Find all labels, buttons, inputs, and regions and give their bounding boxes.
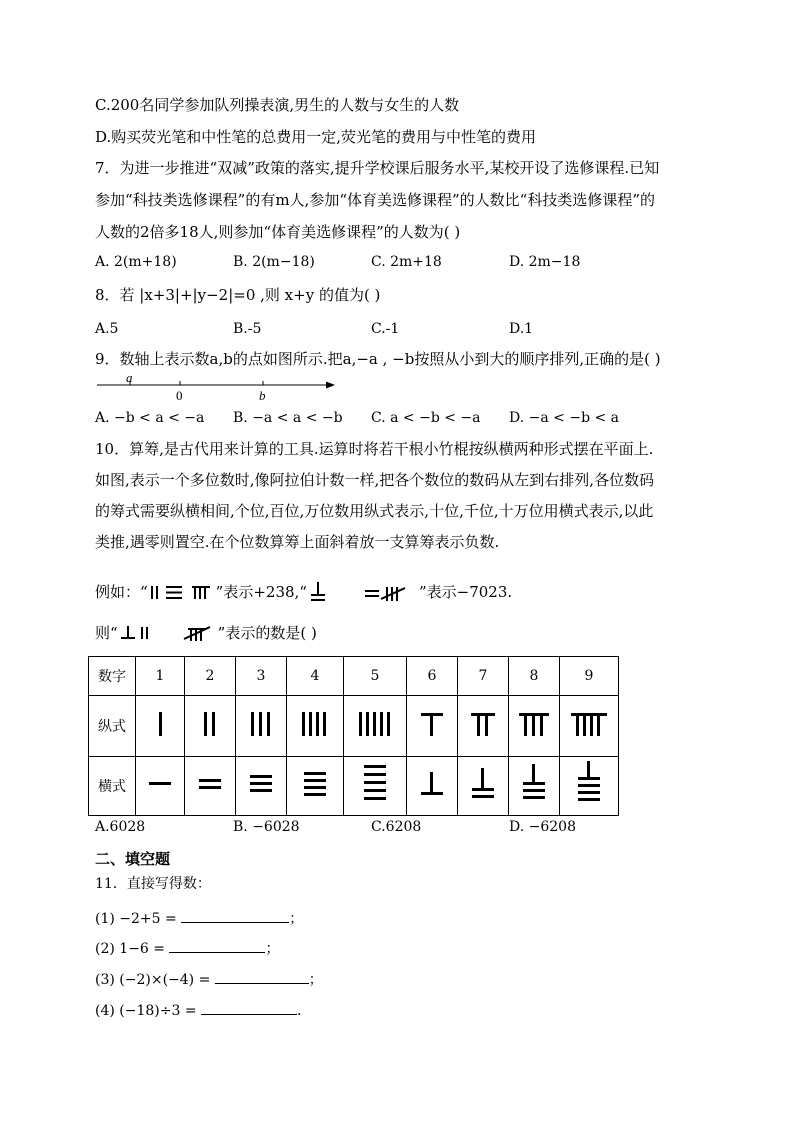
q11-item-1 bbox=[95, 908, 303, 929]
table-row-horizontal bbox=[89, 757, 619, 816]
digit-cell: 5 bbox=[344, 657, 407, 696]
axis-label-zero: 0 bbox=[176, 388, 183, 403]
axis-arrow bbox=[326, 382, 335, 389]
q11-item-3-expr: (3) (−2)×(−4) = bbox=[95, 972, 211, 988]
digit-cell: 8 bbox=[509, 657, 560, 696]
q8-stem: 8．若 |x+3|+|y−2|=0 ,则 x+y 的值为( ) bbox=[95, 286, 381, 304]
axis-label-b: b bbox=[259, 388, 266, 403]
q10-ask-line bbox=[95, 622, 317, 646]
rod-horizontal-4 bbox=[287, 757, 344, 816]
section-title: 二、填空题 bbox=[95, 850, 171, 868]
rod-vertical-8 bbox=[509, 696, 560, 757]
rod-horizontal-8 bbox=[509, 757, 560, 816]
rod-horizontal-2 bbox=[185, 757, 236, 816]
ask-prefix: 则“ bbox=[95, 624, 118, 642]
q11-stem: 11．直接写得数： bbox=[95, 876, 211, 892]
q11-item-4 bbox=[95, 1000, 301, 1021]
q7-stem-line3: 人数的2倍多18人,则参加“体育美选修课程”的人数为( ) bbox=[95, 223, 461, 241]
q9-option-b: B. −a < a < −b bbox=[233, 410, 343, 426]
q8-option-d: D.1 bbox=[509, 321, 534, 337]
q7-option-b: B. 2(m−18) bbox=[233, 254, 315, 270]
rod-question-number bbox=[118, 622, 218, 646]
digit-cell: 1 bbox=[136, 657, 185, 696]
answer-blank-1[interactable] bbox=[181, 908, 289, 923]
q11-item-2-expr: (2) 1−6 = bbox=[95, 941, 166, 957]
digit-cell: 3 bbox=[236, 657, 287, 696]
example-mid1: ”表示+238,“ bbox=[215, 583, 307, 601]
rod-vertical-9 bbox=[560, 696, 619, 757]
digit-cell: 6 bbox=[407, 657, 458, 696]
q11-item-1-expr: (1) −2+5 = bbox=[95, 911, 177, 927]
q6-option-d: D.购买荧光笔和中性笔的总费用一定,荧光笔的费用与中性笔的费用 bbox=[95, 128, 537, 146]
rod-vertical-7 bbox=[458, 696, 509, 757]
digit-cell: 4 bbox=[287, 657, 344, 696]
rod-vertical-6 bbox=[407, 696, 458, 757]
q7-option-c: C. 2m+18 bbox=[371, 254, 442, 270]
q11-item-4-end: . bbox=[297, 1003, 302, 1019]
q8-option-c: C.-1 bbox=[371, 321, 400, 337]
q7-stem-line2: 参加“科技类选修课程”的有m人,参加“体育美选修课程”的人数比“科技类选修课程”的 bbox=[95, 191, 656, 209]
q10-option-c: C.6208 bbox=[371, 819, 422, 835]
rod-vertical-3 bbox=[236, 696, 287, 757]
example-prefix: 例如：“ bbox=[95, 583, 148, 601]
q7-stem-line1: 7．为进一步推进“双减”政策的落实,提升学校课后服务水平,某校开设了选修课程.已知 bbox=[95, 159, 660, 177]
q10-stem-line3: 的筹式需要纵横相间,个位,百位,万位数用纵式表示,十位,千位,十万位用横式表示,以此 bbox=[95, 502, 654, 520]
q9-stem: 9．数轴上表示数a,b的点如图所示.把a,−a , −b按照从小到大的顺序排列,正确的是( ) bbox=[95, 350, 661, 368]
q9-option-d: D. −a < −b < a bbox=[509, 410, 620, 426]
q10-stem-line2: 如图,表示一个多位数时,像阿拉伯计数一样,把各个数位的数码从左到右排列,各位数码 bbox=[95, 471, 655, 489]
counting-rod-table bbox=[88, 656, 619, 816]
example-mid2: ”表示−7023. bbox=[418, 583, 513, 601]
q10-option-d: D. −6208 bbox=[509, 819, 576, 835]
answer-blank-3[interactable] bbox=[215, 969, 309, 984]
rod-horizontal-5 bbox=[344, 757, 407, 816]
rod-horizontal-9 bbox=[560, 757, 619, 816]
q11-item-1-end: ； bbox=[289, 911, 304, 927]
q10-option-a: A.6028 bbox=[95, 819, 146, 835]
table-row-vertical bbox=[89, 696, 619, 757]
q7-option-a: A. 2(m+18) bbox=[95, 254, 177, 270]
q11-item-4-expr: (4) (−18)÷3 = bbox=[95, 1003, 197, 1019]
rod-horizontal-1 bbox=[136, 757, 185, 816]
q11-item-2 bbox=[95, 938, 279, 959]
rod-vertical-5 bbox=[344, 696, 407, 757]
rod-horizontal-3 bbox=[236, 757, 287, 816]
q10-example-line bbox=[95, 579, 512, 607]
q11-item-3-end: ； bbox=[308, 972, 323, 988]
q6-option-c: C.200名同学参加队列操表演,男生的人数与女生的人数 bbox=[95, 96, 460, 114]
q9-option-a: A. −b < a < −a bbox=[95, 410, 205, 426]
q7-option-d: D. 2m−18 bbox=[509, 254, 581, 270]
digit-cell: 2 bbox=[185, 657, 236, 696]
row-label-horizontal: 横式 bbox=[89, 757, 136, 816]
rod-vertical-4 bbox=[287, 696, 344, 757]
table-row-digits bbox=[89, 657, 619, 696]
answer-blank-4[interactable] bbox=[201, 1000, 297, 1015]
q11-item-3 bbox=[95, 969, 323, 990]
q8-option-b: B.-5 bbox=[233, 321, 262, 337]
q9-option-c: C. a < −b < −a bbox=[371, 410, 481, 426]
number-line bbox=[95, 372, 345, 404]
digit-cell: 7 bbox=[458, 657, 509, 696]
q10-stem-line1: 10．算筹,是古代用来计算的工具.运算时将若干根小竹棍按纵横两种形式摆在平面上. bbox=[95, 440, 654, 458]
digit-cell: 9 bbox=[560, 657, 619, 696]
rod-vertical-2 bbox=[185, 696, 236, 757]
answer-blank-2[interactable] bbox=[169, 938, 265, 953]
rod-vertical-1 bbox=[136, 696, 185, 757]
axis-label-a: a bbox=[126, 372, 133, 385]
ask-suffix: ”表示的数是( ) bbox=[217, 624, 317, 642]
row-label-vertical: 纵式 bbox=[89, 696, 136, 757]
rod-horizontal-7 bbox=[458, 757, 509, 816]
header-cell: 数字 bbox=[89, 657, 136, 696]
rod-example-neg7023 bbox=[307, 579, 419, 607]
rod-example-238 bbox=[148, 582, 216, 604]
q8-option-a: A.5 bbox=[95, 321, 119, 337]
rod-horizontal-6 bbox=[407, 757, 458, 816]
q10-option-b: B. −6028 bbox=[233, 819, 300, 835]
q10-stem-line4: 类推,遇零则置空.在个位数算筹上面斜着放一支算筹表示负数. bbox=[95, 533, 500, 551]
q11-item-2-end: ； bbox=[265, 941, 280, 957]
